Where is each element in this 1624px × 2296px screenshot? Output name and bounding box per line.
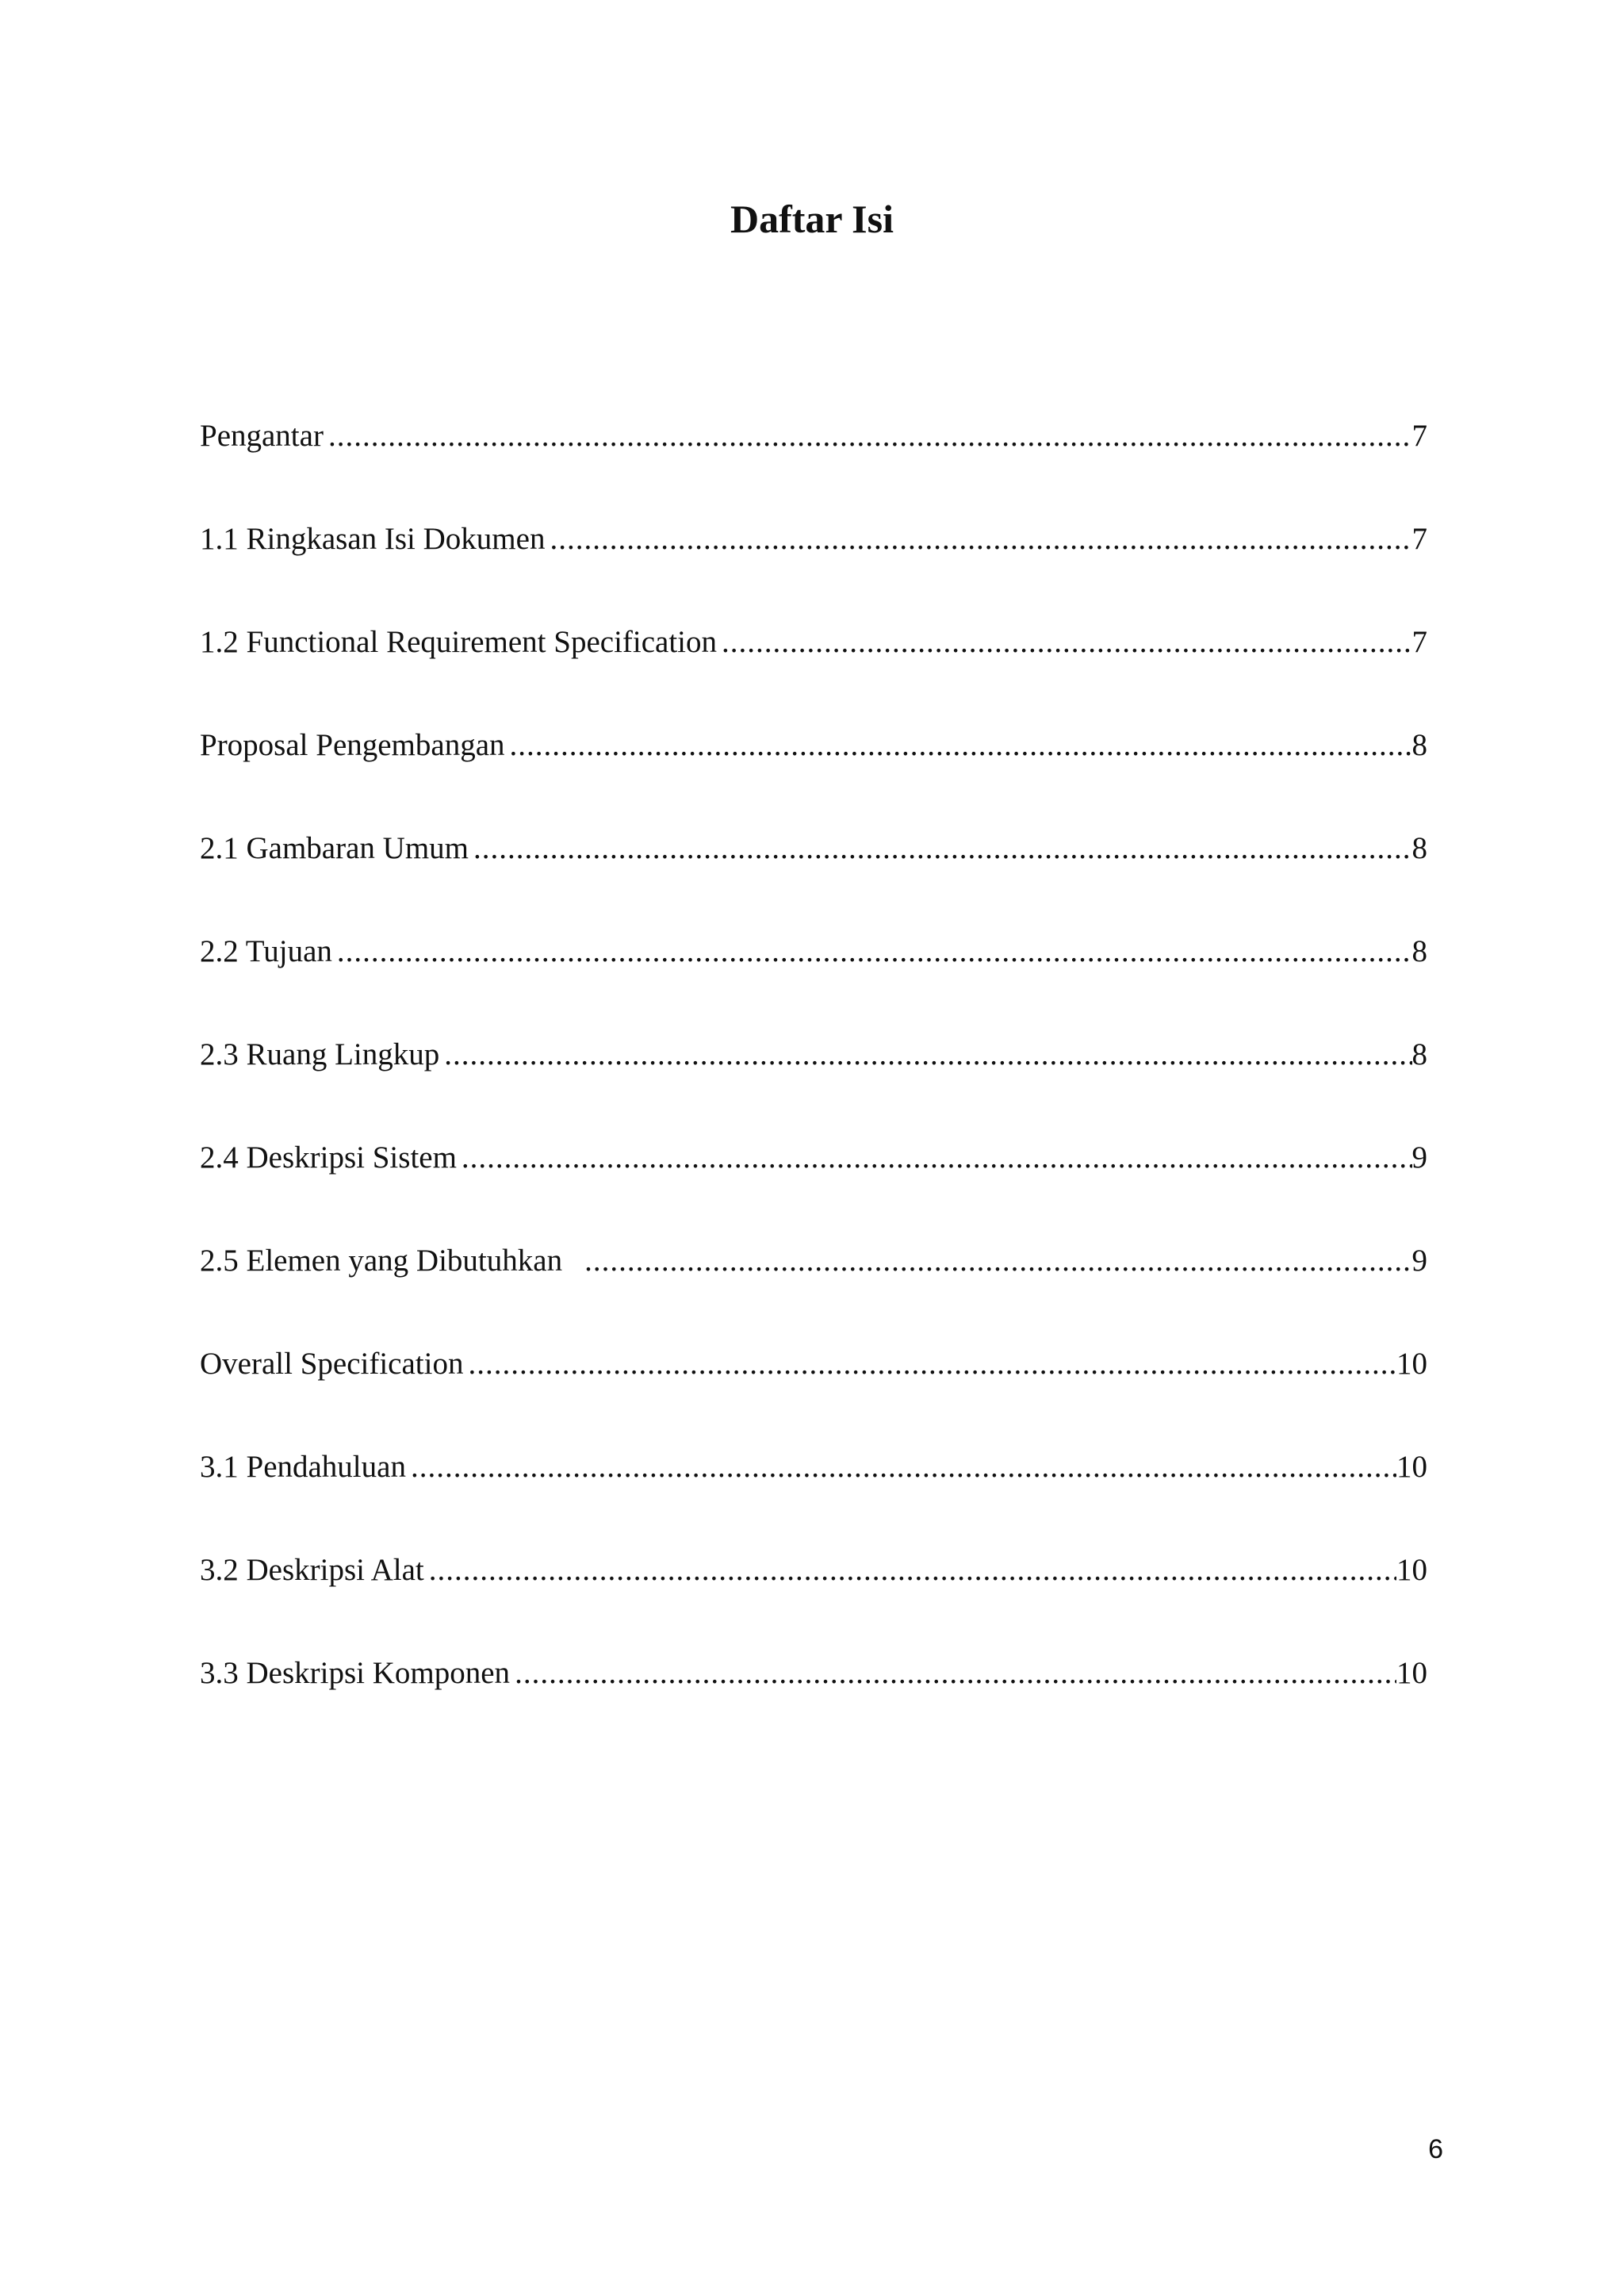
toc-entry-functional-requirement-specification[interactable] bbox=[200, 620, 1427, 723]
toc-entry-page: 7 bbox=[1411, 419, 1427, 453]
toc-entry-proposal-pengembangan[interactable] bbox=[200, 723, 1427, 826]
toc-entry-gambaran-umum[interactable] bbox=[200, 826, 1427, 930]
toc-entry-label: Overall Specification bbox=[200, 1347, 464, 1381]
toc-entry-page: 7 bbox=[1411, 625, 1427, 659]
toc-entry-page: 8 bbox=[1411, 1037, 1427, 1071]
toc-entry-page: 10 bbox=[1396, 1553, 1427, 1587]
toc-entry-pendahuluan[interactable] bbox=[200, 1445, 1427, 1548]
toc-entry-label: 2.2 Tujuan bbox=[200, 934, 332, 968]
toc-entry-page: 10 bbox=[1396, 1656, 1427, 1690]
toc-dot-leader bbox=[510, 1651, 1396, 1696]
toc-entry-label: 2.5 Elemen yang Dibutuhkan bbox=[200, 1244, 563, 1278]
toc-dot-leader bbox=[324, 414, 1412, 458]
toc-dot-leader bbox=[457, 1136, 1412, 1180]
toc-dot-leader bbox=[545, 517, 1411, 562]
toc-entry-label: 2.1 Gambaran Umum bbox=[200, 831, 469, 865]
toc-entry-label: 1.2 Functional Requirement Specification bbox=[200, 625, 718, 659]
toc-entry-label: 2.3 Ruang Lingkup bbox=[200, 1037, 440, 1071]
toc-entry-page: 10 bbox=[1396, 1450, 1427, 1484]
toc-entry-label: 3.1 Pendahuluan bbox=[200, 1450, 406, 1484]
toc-entry-tujuan[interactable] bbox=[200, 930, 1427, 1033]
toc-entry-page: 10 bbox=[1396, 1347, 1427, 1381]
toc-entry-label: 1.1 Ringkasan Isi Dokumen bbox=[200, 522, 546, 556]
toc-entry-label: 2.4 Deskripsi Sistem bbox=[200, 1140, 457, 1175]
toc-dot-leader bbox=[332, 930, 1412, 974]
table-of-contents bbox=[200, 414, 1427, 1754]
toc-entry-deskripsi-alat[interactable] bbox=[200, 1548, 1427, 1651]
toc-entry-page: 8 bbox=[1411, 831, 1427, 865]
toc-entry-ruang-lingkup[interactable] bbox=[200, 1033, 1427, 1136]
toc-entry-label: 3.3 Deskripsi Komponen bbox=[200, 1656, 511, 1690]
toc-entry-deskripsi-sistem[interactable] bbox=[200, 1136, 1427, 1239]
toc-entry-page: 9 bbox=[1411, 1140, 1427, 1175]
toc-entry-deskripsi-komponen[interactable] bbox=[200, 1651, 1427, 1754]
toc-dot-leader bbox=[424, 1548, 1396, 1593]
toc-dot-leader bbox=[505, 723, 1412, 768]
toc-entry-label: Pengantar bbox=[200, 419, 324, 453]
toc-entry-page: 9 bbox=[1411, 1244, 1427, 1278]
toc-dot-leader bbox=[406, 1445, 1396, 1489]
page-number: 6 bbox=[1428, 2134, 1443, 2164]
toc-entry-overall-specification[interactable] bbox=[200, 1342, 1427, 1445]
page-title: Daftar Isi bbox=[730, 197, 894, 241]
toc-entry-page: 7 bbox=[1411, 522, 1427, 556]
toc-dot-leader bbox=[717, 620, 1411, 665]
toc-entry-ringkasan-isi-dokumen[interactable] bbox=[200, 517, 1427, 620]
toc-entry-page: 8 bbox=[1411, 934, 1427, 968]
toc-entry-pengantar[interactable] bbox=[200, 414, 1427, 517]
toc-dot-leader bbox=[463, 1342, 1396, 1386]
toc-entry-elemen-yang-dibutuhkan[interactable] bbox=[200, 1239, 1427, 1342]
toc-dot-leader bbox=[439, 1033, 1411, 1077]
toc-entry-page: 8 bbox=[1411, 728, 1427, 762]
toc-dot-leader bbox=[562, 1239, 1411, 1283]
toc-entry-label: 3.2 Deskripsi Alat bbox=[200, 1553, 424, 1587]
toc-dot-leader bbox=[469, 826, 1411, 871]
toc-entry-label: Proposal Pengembangan bbox=[200, 728, 505, 762]
